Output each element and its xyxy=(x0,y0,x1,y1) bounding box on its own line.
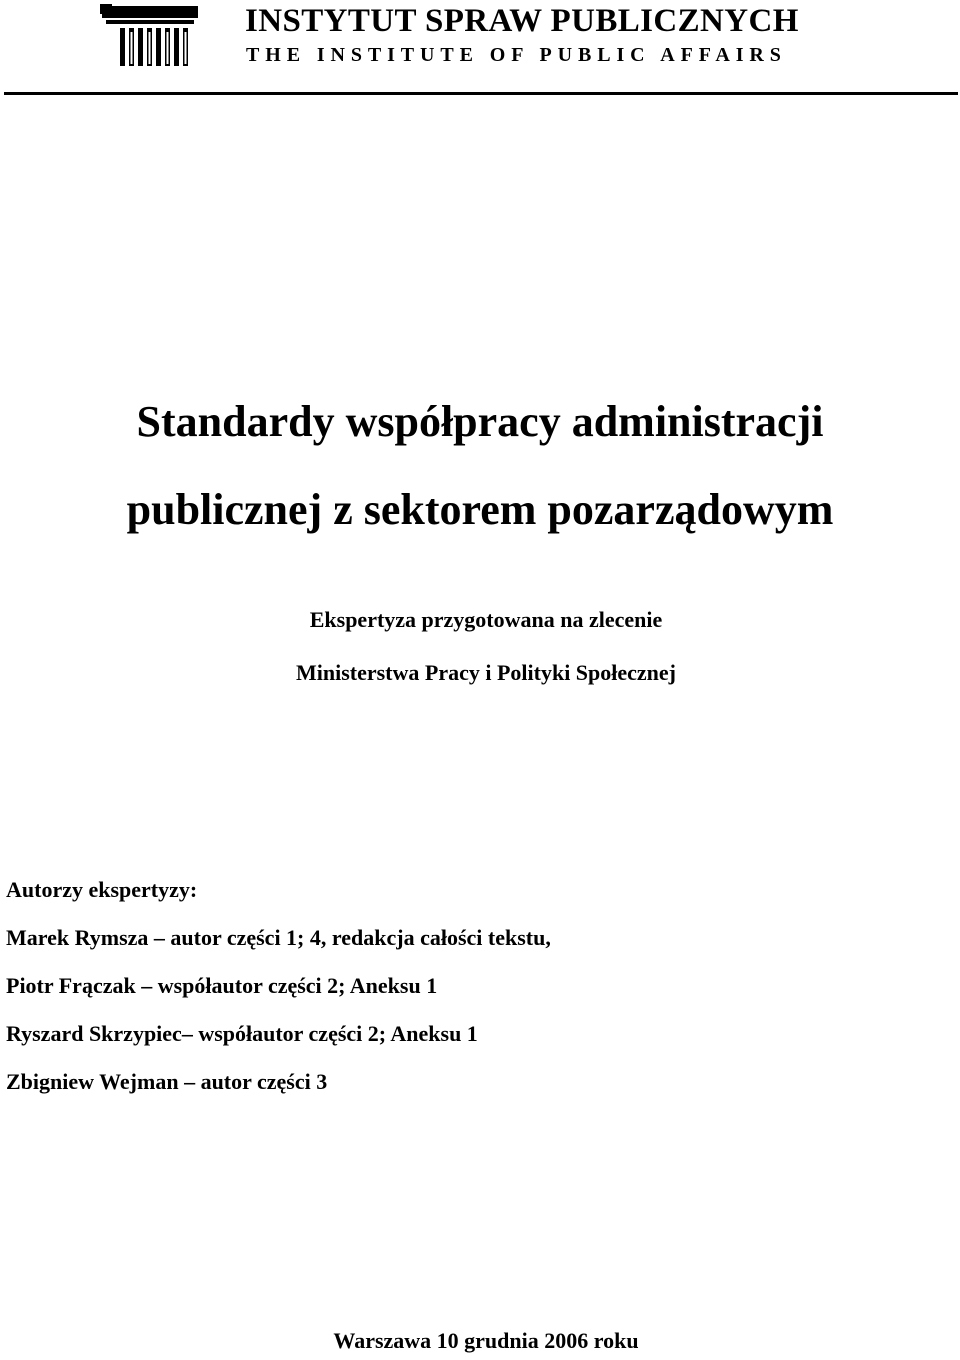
title-line: publicznej z sektorem pozarządowym xyxy=(126,485,834,534)
column-logo-icon xyxy=(100,2,200,68)
author-line: Piotr Frączak – współautor części 2; Aneksu 1 xyxy=(6,973,438,998)
author-line: Marek Rymsza – autor części 1; 4, redakcja całości tekstu, xyxy=(6,925,551,950)
authors-section xyxy=(6,866,551,1106)
institute-name-en: THE INSTITUTE OF PUBLIC AFFAIRS xyxy=(246,44,787,66)
commission-note xyxy=(0,593,960,699)
document-title xyxy=(0,378,960,554)
authors-heading: Autorzy ekspertyzy: xyxy=(6,877,198,902)
author-line: Ryszard Skrzypiec– współautor części 2; Aneksu 1 xyxy=(6,1021,478,1046)
author-line: Zbigniew Wejman – autor części 3 xyxy=(6,1069,328,1094)
commission-line: Ekspertyza przygotowana na zlecenie xyxy=(309,607,663,632)
header-divider xyxy=(4,92,958,95)
letterhead xyxy=(0,0,960,100)
title-line: Standardy współpracy administracji xyxy=(136,397,824,446)
commission-line: Ministerstwa Pracy i Polityki Społecznej xyxy=(295,660,677,685)
institute-name-pl: INSTYTUT SPRAW PUBLICZNYCH xyxy=(245,3,799,39)
place-date: Warszawa 10 grudnia 2006 roku xyxy=(333,1328,639,1353)
